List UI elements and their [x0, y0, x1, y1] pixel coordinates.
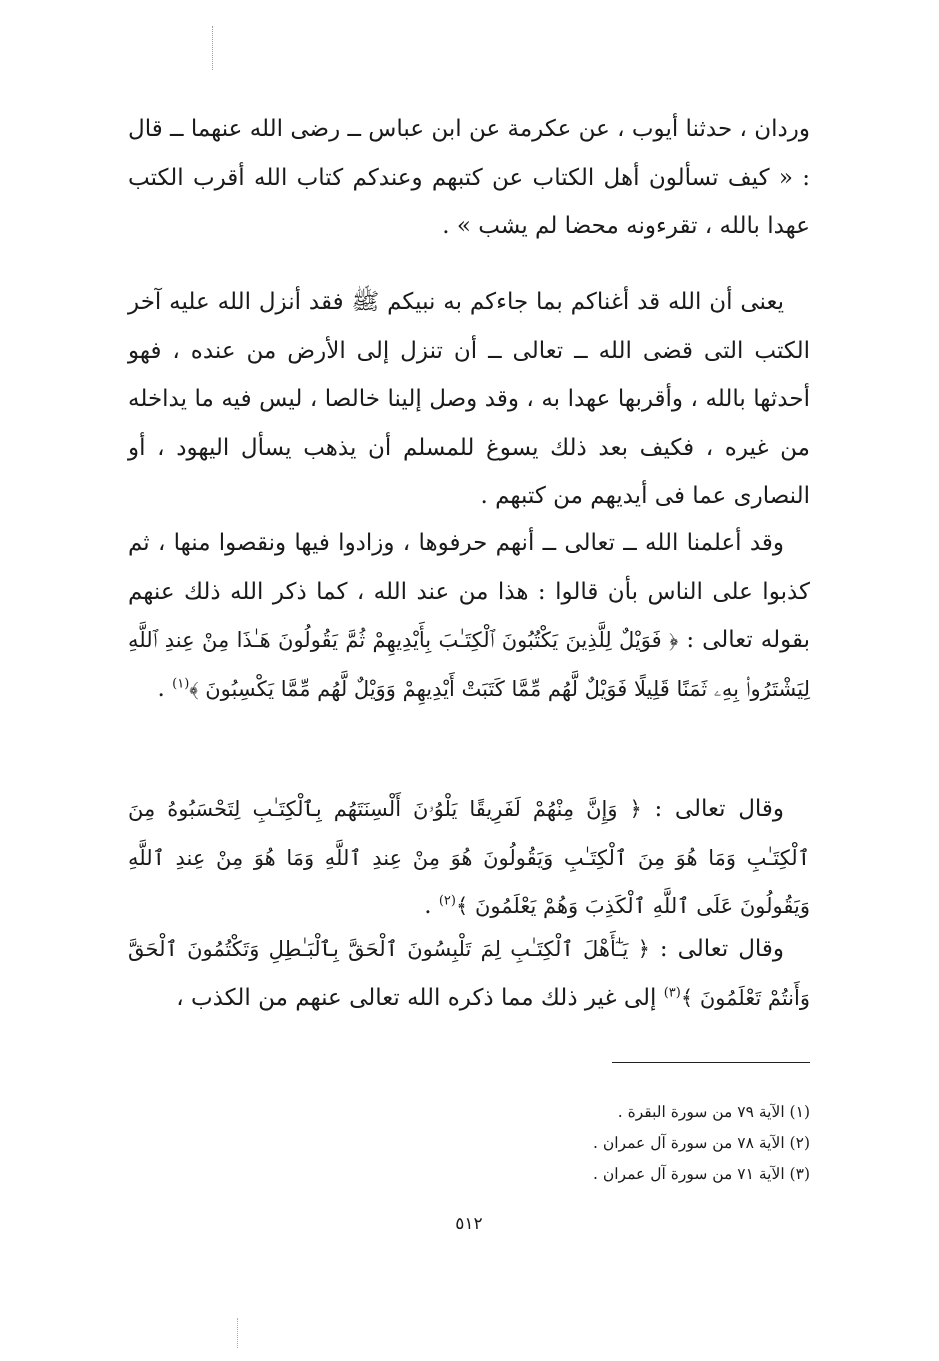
footnote-ref-1[interactable]: (١): [172, 675, 190, 691]
book-page: [128, 95, 810, 1335]
paragraph-5: [128, 925, 810, 1022]
paragraph-4: [128, 785, 810, 931]
paragraph-3-text: وقد أعلمنا الله ــ تعالى ــ أنهم حرفوها ، وزادوا فيها ونقصوا منها ، ثم كذبوا على الناس بأن قالوا : هذا من عند الله ، كما ذكر الله ذلك عنهم بقوله تعالى :: [128, 530, 811, 653]
paragraph-3-end: .: [157, 675, 173, 702]
footnote-separator: [612, 1062, 810, 1063]
quran-verse-1: ﴿ فَوَيْلٌ لِلَّذِينَ يَكْتُبُونَ ٱلْكِتَـٰبَ بِأَيْدِيهِمْ ثُمَّ يَقُولُونَ هَـٰذَا مِنْ عِندِ ٱللَّهِ لِيَشْتَرُوا۟ بِهِۦ ثَمَنًا قَلِيلًا فَوَيْلٌ لَّهُم مِّمَّا كَتَبَتْ أَيْدِيهِمْ وَوَيْلٌ لَّهُم مِّمَّا يَكْسِبُونَ ﴾: [128, 628, 810, 701]
paragraph-5-text: وقال تعالى :: [659, 936, 785, 962]
page-number: ٥١٢: [455, 1214, 483, 1234]
footnote-3: (٣) الآية ٧١ من سورة آل عمران .: [592, 1165, 810, 1183]
paragraph-4-text: وقال تعالى :: [654, 796, 785, 822]
paragraph-2: [128, 278, 810, 521]
paragraph-4-end: .: [424, 893, 439, 919]
margin-mark: [212, 26, 217, 70]
paragraph-2-text: يعنى أن الله قد أغناكم بما جاءكم به نبيكم ﷺ فقد أنزل الله عليه آخر الكتب التى قضى الله ــ تعالى ــ أن تنزل إلى الأرض من عنده ، فهو أحدثها بالله ، وأقربها عهدا به ، وقد وصل إلينا خالصا ، ليس فيه ما يداخله من غيره ، فكيف بعد ذلك يسوغ للمسلم أن يذهب يسأل اليهود ، أو النصارى عما فى أيديهم من كتبهم .: [128, 289, 810, 509]
footnote-1: (١) الآية ٧٩ من سورة البقرة .: [617, 1103, 810, 1121]
quran-verse-3: ﴿ يَـٰٓأَهْلَ ٱلْكِتَـٰبِ لِمَ تَلْبِسُونَ ٱلْحَقَّ بِٱلْبَـٰطِلِ وَتَكْتُمُونَ ٱلْحَقَّ وَأَنتُمْ تَعْلَمُونَ ﴾: [128, 937, 810, 1010]
quran-verse-2: ﴿ وَإِنَّ مِنْهُمْ لَفَرِيقًا يَلْوُۥنَ أَلْسِنَتَهُم بِٱلْكِتَـٰبِ لِتَحْسَبُوهُ مِنَ ٱلْكِتَـٰبِ وَمَا هُوَ مِنَ ٱلْكِتَـٰبِ وَيَقُولُونَ هُوَ مِنْ عِندِ ٱللَّهِ وَمَا هُوَ مِنْ عِندِ ٱللَّهِ وَيَقُولُونَ عَلَى ٱللَّهِ ٱلْكَذِبَ وَهُمْ يَعْلَمُونَ ﴾: [128, 797, 810, 918]
footnote-ref-2[interactable]: (٢): [438, 893, 456, 909]
footnote-2: (٢) الآية ٧٨ من سورة آل عمران .: [592, 1134, 810, 1152]
paragraph-1: وردان ، حدثنا أيوب ، عن عكرمة عن ابن عباس ــ رضى الله عنهما ــ قال : « كيف تسألون أهل الكتاب عن كتبهم وعندكم كتاب الله أقرب الكتب عهدا بالله ، تقرءونه محضا لم يشب » .: [128, 116, 810, 239]
paragraph-5-end: إلى غير ذلك مما ذكره الله تعالى عنهم من الكذب ،: [176, 984, 664, 1011]
paragraph-3: [128, 519, 810, 713]
footnotes: [128, 1097, 810, 1190]
footnote-ref-3[interactable]: (٣): [663, 984, 681, 1000]
margin-mark-bottom: [237, 1318, 242, 1348]
